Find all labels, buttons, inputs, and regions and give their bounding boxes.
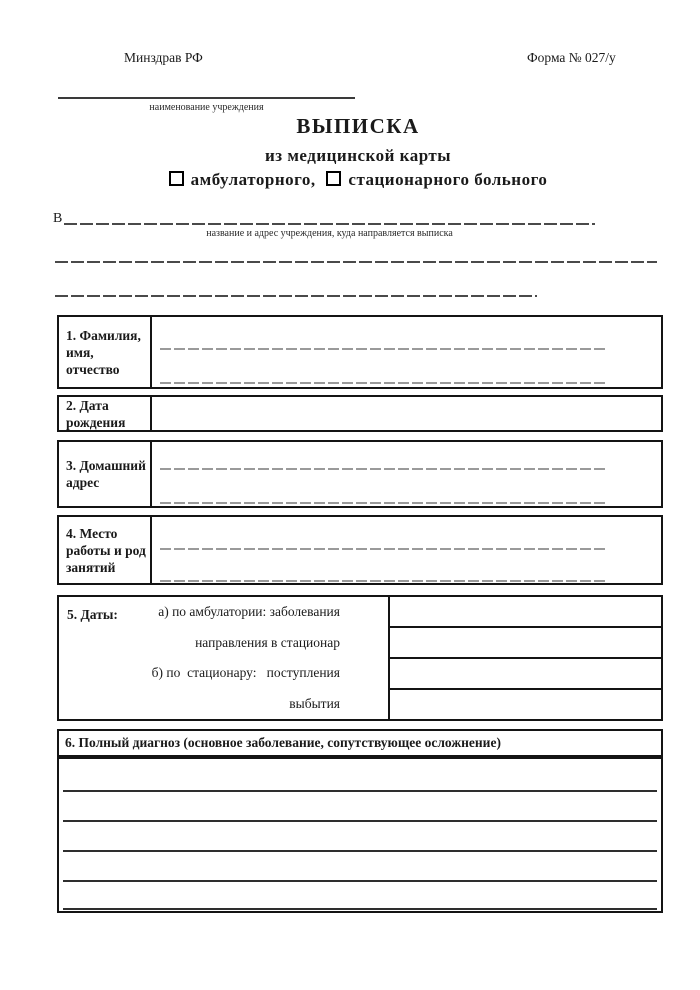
dates-line-referral: направления в стационар (195, 634, 340, 650)
fill-line[interactable] (160, 580, 607, 582)
field-input-area-birthdate[interactable] (152, 397, 661, 430)
field-input-area-workplace[interactable] (152, 517, 661, 583)
field-label-workplace: 4. Место работы и род занятий (59, 517, 152, 583)
field-row-birthdate (57, 395, 663, 432)
ministry-label: Минздрав РФ (124, 50, 203, 65)
diagnosis-input-area[interactable] (57, 757, 663, 913)
field-input-area-address[interactable] (152, 442, 661, 506)
fill-line[interactable] (63, 880, 657, 882)
dates-cells (390, 597, 661, 719)
fill-line[interactable] (63, 790, 657, 792)
dates-label: 5. Даты: (67, 607, 118, 622)
fill-line[interactable] (160, 548, 607, 550)
destination-blank[interactable] (64, 223, 595, 225)
inpatient-checkbox[interactable] (326, 171, 341, 186)
fill-line[interactable] (160, 348, 607, 350)
form-subtitle: из медицинской карты (264, 146, 452, 165)
date-cell-referral[interactable] (390, 626, 661, 657)
fill-line[interactable] (63, 850, 657, 852)
field-row-address (57, 440, 663, 508)
field-label-birthdate: 2. Дата рождения (59, 397, 152, 430)
date-cell-illness[interactable] (390, 597, 661, 626)
fill-line[interactable] (63, 908, 657, 910)
dates-sublabels (151, 597, 340, 719)
form-number-label: Форма № 027/у (527, 50, 616, 65)
field-row-name (57, 315, 663, 389)
fill-line[interactable] (160, 502, 607, 504)
field-input-area-name[interactable] (152, 317, 661, 387)
fill-line[interactable] (160, 382, 607, 384)
inpatient-option-label: стационарного больного (348, 170, 548, 189)
destination-prefix: В (53, 211, 63, 226)
date-cell-discharge[interactable] (390, 688, 661, 719)
destination-caption: название и адрес учреждения, куда направляется выписка (206, 228, 453, 239)
dates-line-admission: б) по стационару: поступления (151, 665, 340, 681)
field-label-address: 3. Домашний адрес (59, 442, 152, 506)
outpatient-checkbox[interactable] (169, 171, 184, 186)
fill-line[interactable] (63, 820, 657, 822)
patient-type-line (16, 170, 700, 190)
destination-extra-blank-2[interactable] (55, 295, 537, 297)
field-label-name: 1. Фамилия, имя, отчество (59, 317, 152, 387)
form-title: ВЫПИСКА (296, 114, 420, 138)
fill-line[interactable] (160, 468, 607, 470)
dates-line-discharge: выбытия (289, 695, 340, 711)
destination-extra-blank-1[interactable] (55, 261, 657, 263)
institution-name-blank[interactable] (58, 97, 355, 99)
dates-line-outpatient-illness: а) по амбулатории: заболевания (158, 604, 340, 620)
diagnosis-header: 6. Полный диагноз (основное заболевание, сопутствующее осложнение) (57, 729, 663, 757)
dates-label-area (59, 597, 390, 719)
institution-caption: наименование учреждения (149, 102, 264, 113)
outpatient-option-label: амбулаторного, (190, 170, 316, 189)
field-row-workplace (57, 515, 663, 585)
field-row-dates (57, 595, 663, 721)
date-cell-admission[interactable] (390, 657, 661, 688)
